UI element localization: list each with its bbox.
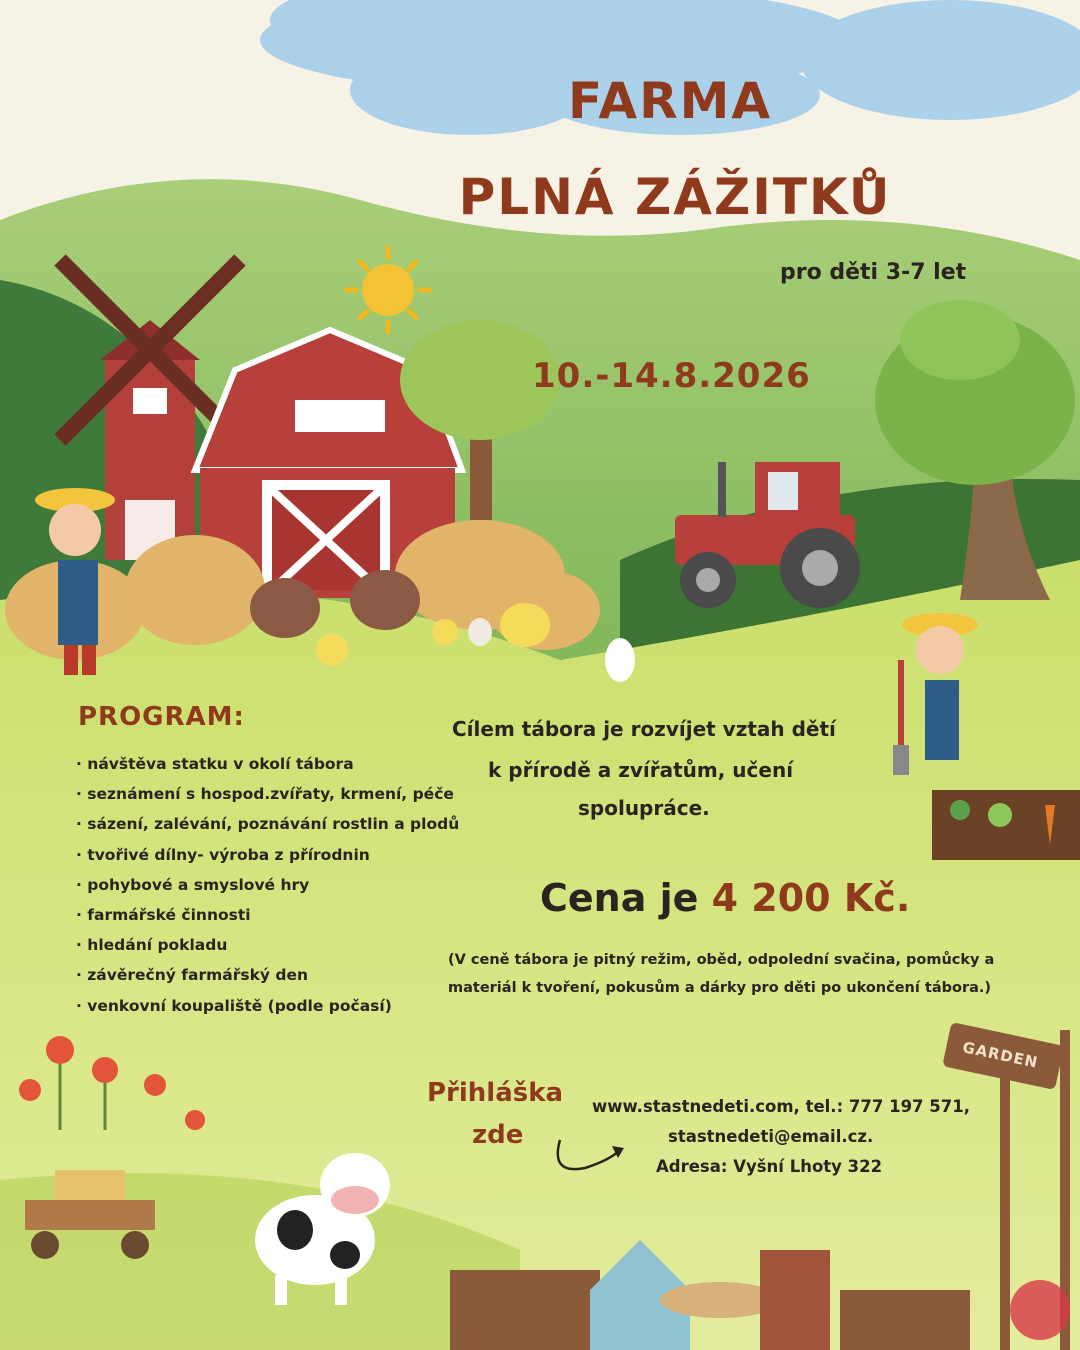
program-item: · tvořivé dílny- výroba z přírodnin [76,845,370,864]
dates-label: 10.-14.8.2026 [532,356,811,396]
program-item: · venkovní koupaliště (podle počasí) [76,996,392,1015]
program-item: · návštěva statku v okolí tábora [76,755,354,773]
title-line2: PLNÁ ZÁŽITKŮ [458,168,892,226]
price-line [540,876,910,920]
program-item: · farmářské činnosti [76,906,251,925]
program-heading: PROGRAM: [78,702,245,732]
price-note-line1: (V ceně tábora je pitný režim, oběd, odpolední svačina, pomůcky a [448,952,995,968]
contact-website-phone[interactable]: www.stastnedeti.com, tel.: 777 197 571, [592,1097,970,1116]
program-item: · seznámení s hospod.zvířaty, krmení, péče [76,785,454,804]
signup-line1[interactable]: Přihláška [427,1078,564,1108]
contact-address: Adresa: Vyšní Lhoty 322 [656,1157,883,1176]
contact-email[interactable]: stastnedeti@email.cz. [668,1127,874,1146]
price-note-line2: materiál k tvoření, pokusům a dárky pro děti po ukončení tábora.) [448,980,992,996]
goal-line2: k přírodě a zvířatům, učení [488,758,794,782]
program-item: · pohybové a smyslové hry [76,875,310,894]
program-item: · závěrečný farmářský den [76,966,309,985]
program-list [76,749,459,1021]
goal-line3: spolupráce. [578,796,710,820]
program-item: · sázení, zalévání, poznávání rostlin a plodů [76,815,460,834]
age-label: pro děti 3-7 let [780,260,967,285]
garden-sign-label: GARDEN [960,1038,1040,1072]
program-item: · hledání pokladu [76,936,228,955]
title-line1: FARMA [567,72,773,130]
goal-line1: Cílem tábora je rozvíjet vztah dětí [452,717,836,741]
signup-line2[interactable]: zde [472,1120,524,1150]
price-value: 4 200 Kč. [711,876,911,920]
price-prefix: Cena je [540,876,699,920]
vegetable-bed-icon [932,790,1080,860]
